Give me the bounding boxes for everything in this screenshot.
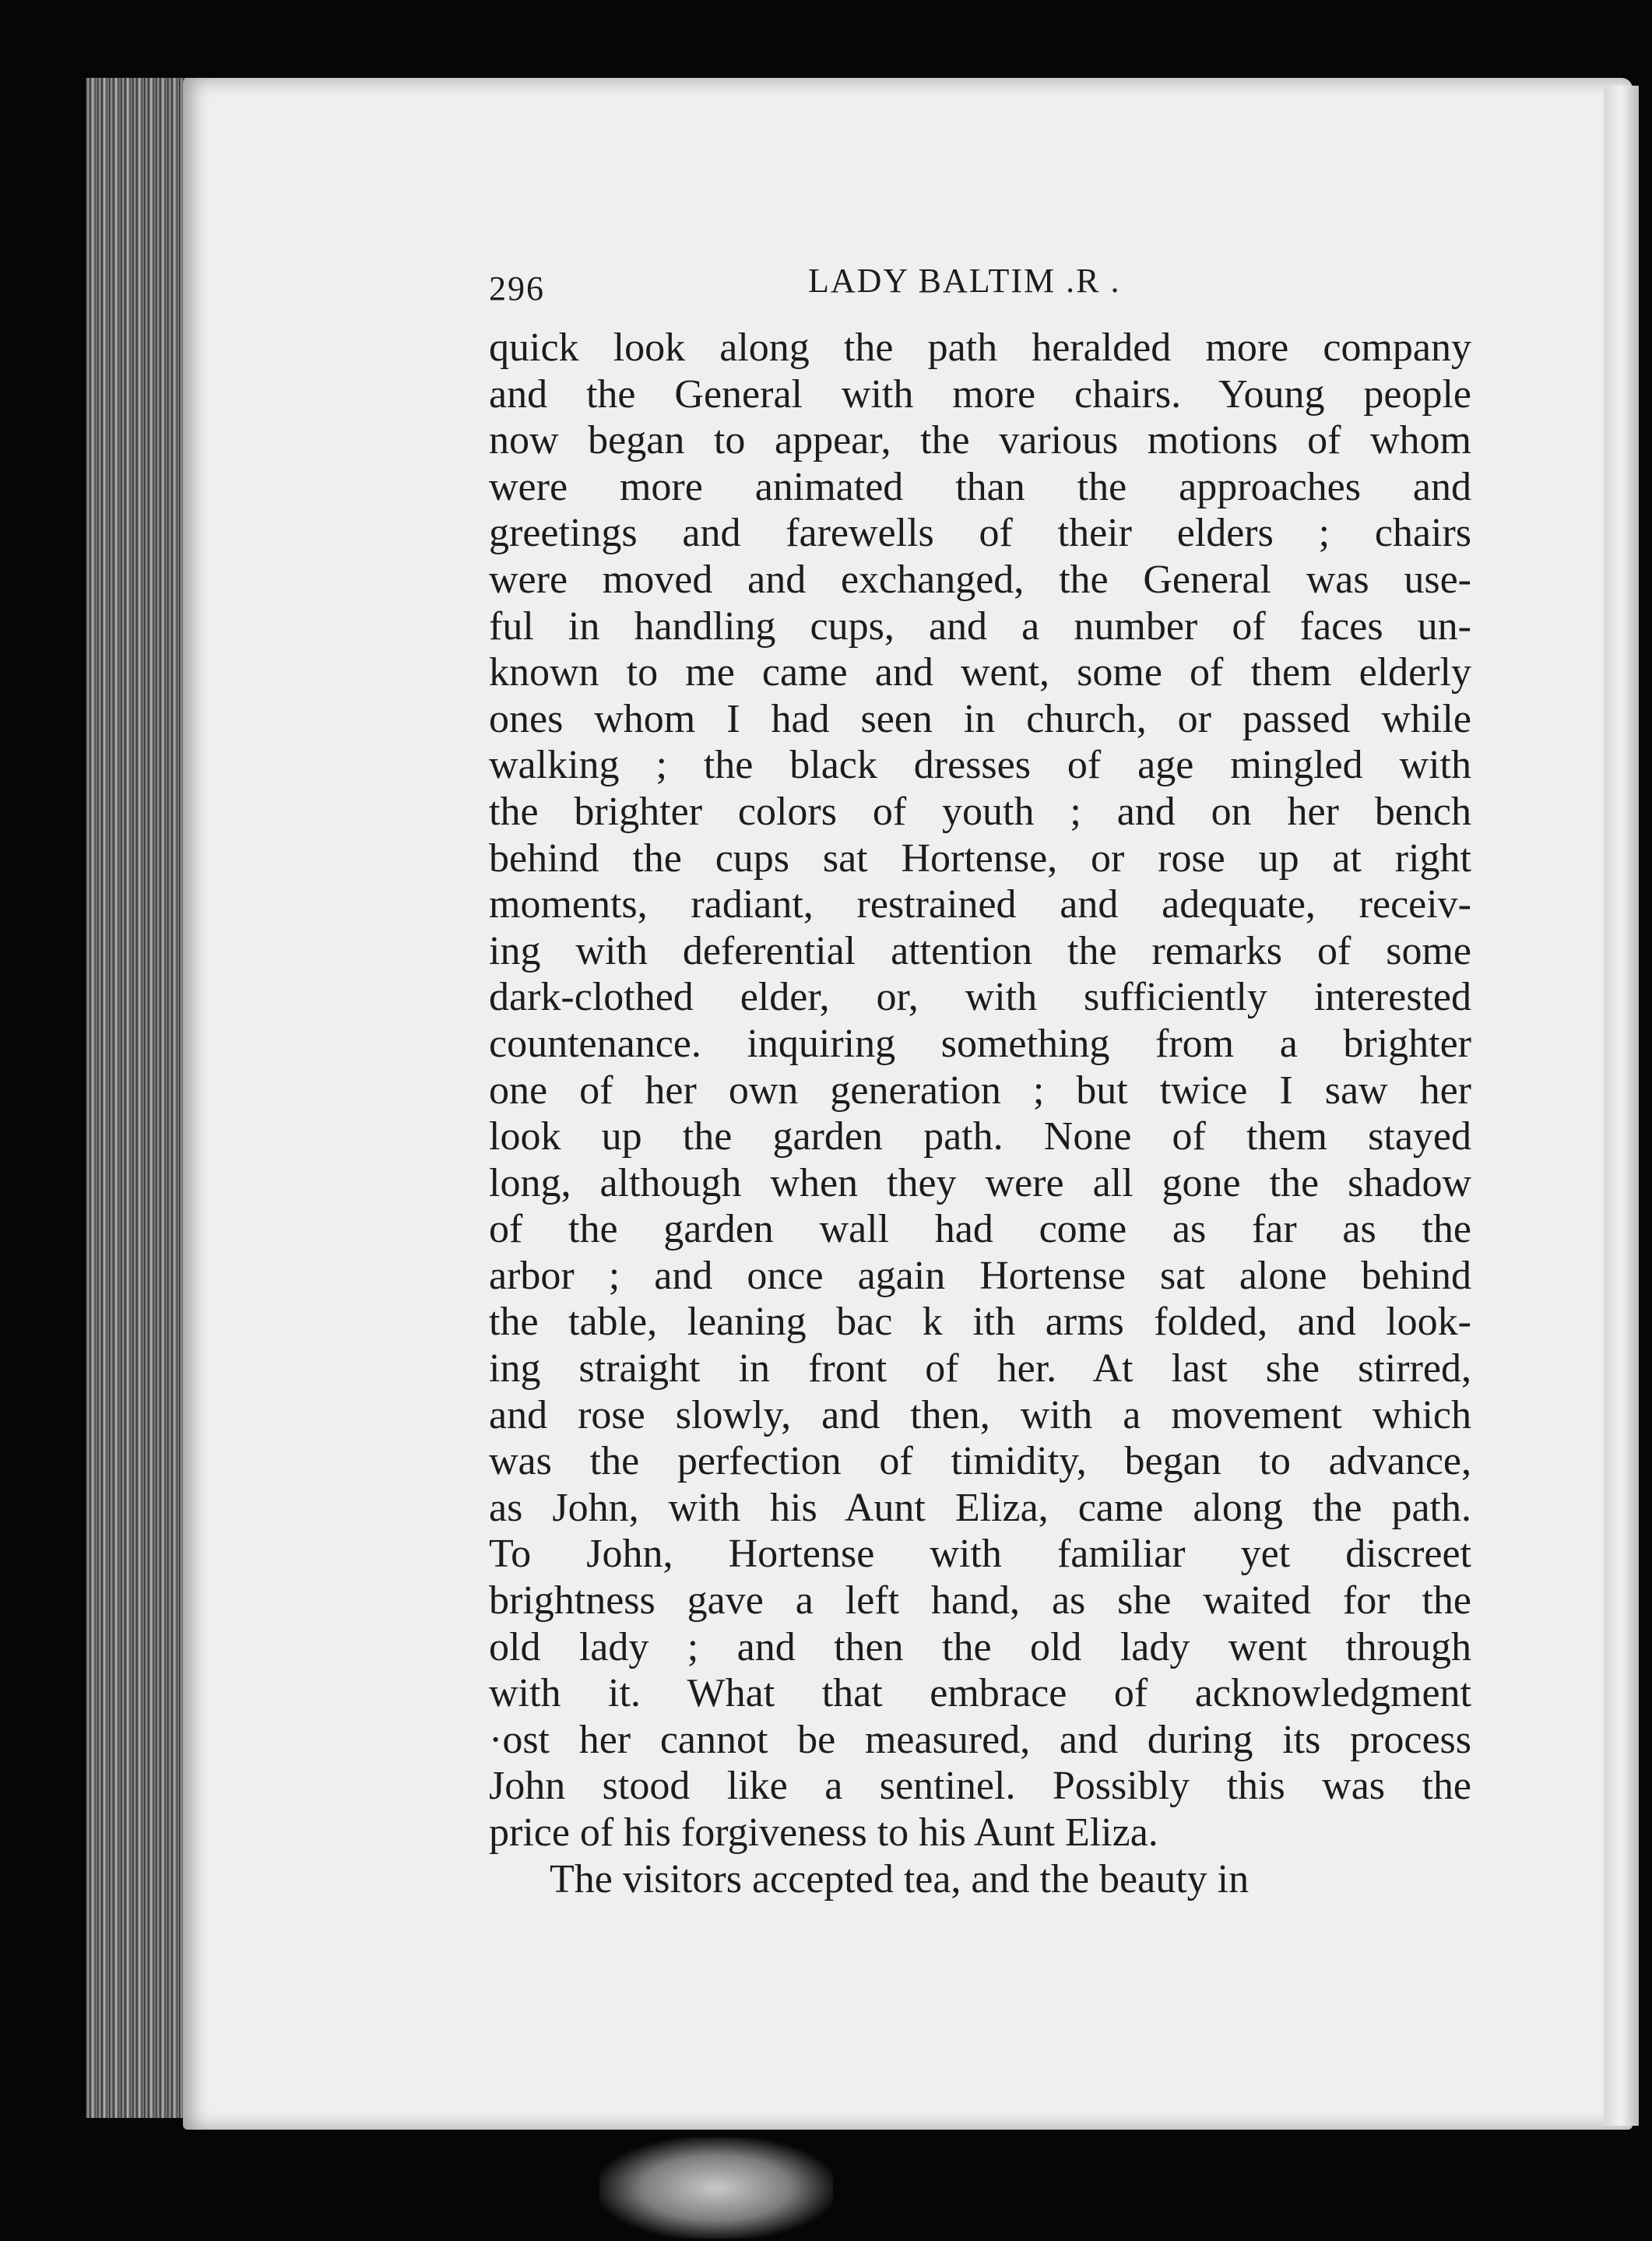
page-text-block: [489, 253, 1471, 1902]
text-line: arbor ; and once again Hortense sat alone behind: [489, 1253, 1471, 1298]
bottom-smudge: [599, 2137, 833, 2239]
text-line: with it. What that embrace of acknowledgment: [489, 1671, 1471, 1716]
text-line: greetings and farewells of their elders ; chairs: [489, 511, 1471, 556]
text-line: ones whom I had seen in church, or passed while: [489, 696, 1471, 741]
text-line: quick look along the path heralded more company: [489, 325, 1471, 370]
text-line: now began to appear, the various motions of whom: [489, 418, 1471, 463]
page-number: 296: [489, 269, 545, 308]
page-fold-right: [1604, 86, 1639, 2126]
paragraph: [489, 1856, 1471, 1903]
text-line: behind the cups sat Hortense, or rose up at right: [489, 836, 1471, 881]
body-text: [489, 325, 1471, 1902]
text-line: known to me came and went, some of them elderly: [489, 650, 1471, 695]
text-line: one of her own generation ; but twice I saw her: [489, 1068, 1471, 1113]
text-line: and the General with more chairs. Young people: [489, 371, 1471, 417]
text-line: dark-clothed elder, or, with sufficiently interested: [489, 975, 1471, 1020]
text-line: To John, Hortense with familiar yet discreet: [489, 1532, 1471, 1577]
text-line: The visitors accepted tea, and the beauty in: [550, 1856, 1250, 1902]
text-line: moments, radiant, restrained and adequate, receiv-: [489, 882, 1471, 927]
text-line: were more animated than the approaches and: [489, 464, 1471, 509]
text-line: of the garden wall had come as far as the: [489, 1207, 1471, 1252]
text-line: brightness gave a left hand, as she waited for the: [489, 1578, 1471, 1624]
running-title: LADY BALTIM .R .: [808, 262, 1121, 300]
text-line: price of his forgiveness to his Aunt Eliza.: [489, 1810, 1158, 1855]
running-head: [489, 253, 1471, 308]
text-line: countenance. inquiring something from a brighter: [489, 1021, 1471, 1066]
text-line: the table, leaning bac k ith arms folded, and look-: [489, 1300, 1471, 1345]
text-line: ful in handling cups, and a number of faces un-: [489, 603, 1471, 649]
text-line: John stood like a sentinel. Possibly this was the: [489, 1764, 1471, 1809]
text-line: walking ; the black dresses of age mingled with: [489, 743, 1471, 788]
text-line: as John, with his Aunt Eliza, came along the path.: [489, 1485, 1471, 1530]
text-line: look up the garden path. None of them stayed: [489, 1114, 1471, 1159]
text-line: long, although when they were all gone the shadow: [489, 1160, 1471, 1205]
text-line: ing with deferential attention the remarks of some: [489, 928, 1471, 973]
text-line: ·ost her cannot be measured, and during its process: [489, 1717, 1471, 1762]
text-line: ing straight in front of her. At last she stirred,: [489, 1346, 1471, 1391]
text-line: the brighter colors of youth ; and on her bench: [489, 789, 1471, 834]
text-line: was the perfection of timidity, began to advance,: [489, 1439, 1471, 1484]
text-line: were moved and exchanged, the General was use-: [489, 557, 1471, 602]
paragraph: [489, 325, 1471, 1856]
text-line: and rose slowly, and then, with a movement which: [489, 1392, 1471, 1437]
text-line: old lady ; and then the old lady went through: [489, 1624, 1471, 1669]
